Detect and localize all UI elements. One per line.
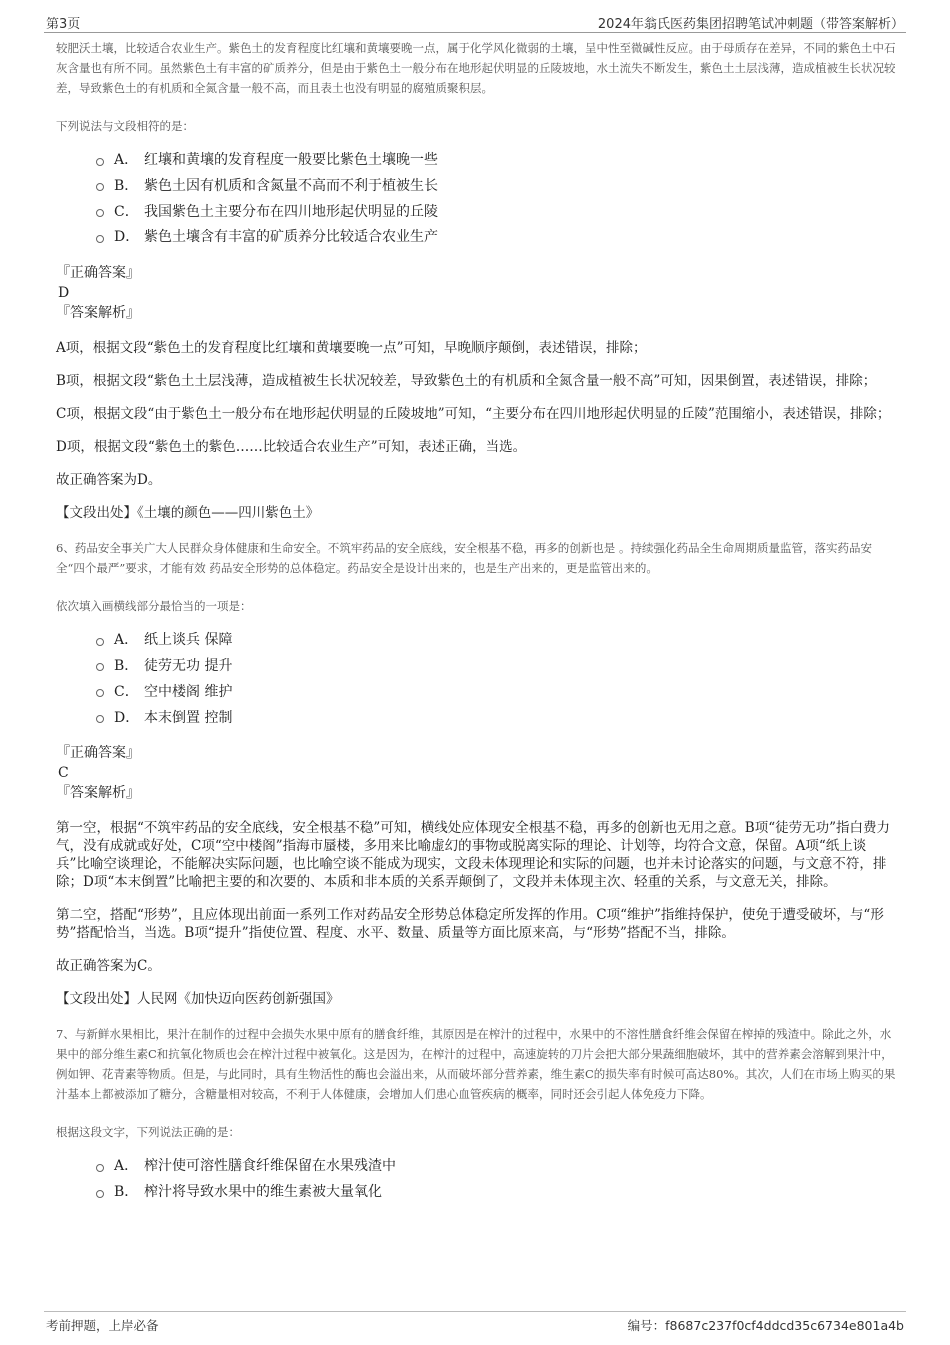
q6-stem: 6、药品安全事关广大人民群众身体健康和生命安全。不筑牢药品的安全底线，安全根基不稳，再多的创新也是 。持续强化药品全生命周期质量监管，落实药品安全“四个最严”要求，才能有效 药品安全形势的总体稳定。药品安全是设计出来的，也是生产出来的，更是监管出来的。 <box>56 541 872 576</box>
radio-button[interactable] <box>96 1190 104 1198</box>
q5-analysis-b: B项，根据文段“紫色土土层浅薄，造成植被生长状况较差，导致紫色土的有机质和全氮含量一般不高”可知，因果倒置，表述错误，排除； <box>56 373 877 390</box>
q5-passage: 较肥沃土壤，比较适合农业生产。紫色土的发育程度比红壤和黄壤要晚一点，属于化学风化微弱的土壤，呈中性至微碱性反应。由于母质存在差异，不同的紫色土中石灰含量也有所不同。虽然紫色土有丰富的矿质养分，但是由于紫色土一般分布在地形起伏明显的丘陵坡地，水土流失不断发生，紫色土土层浅薄，造成植被生长状况较差，导致紫色土的有机质和全氮含量一般不高，而且表土也没有明显的腐殖质聚积层。 <box>56 41 896 95</box>
q6-analysis-second-blank: 第二空，搭配“形势”，且应体现出前面一系列工作对药品安全形势总体稳定所发挥的作用。C项“维护”指维持保护，使免于遭受破坏，与“形势”搭配恰当，当选。B项“提升”指使位置、程度、水平、数量、质量等方面比原来高，与“形势”搭配不当，排除。 <box>56 907 884 942</box>
page-content <box>56 38 898 1206</box>
document-title: 2024年翁氏医药集团招聘笔试冲刺题（带答案解析） <box>597 17 904 32</box>
q6-analysis-label: 『答案解析』 <box>56 785 140 802</box>
radio-button[interactable] <box>96 235 104 243</box>
code-value: f8687c237f0cf4ddcd35c6734e801a4b <box>665 1318 904 1333</box>
radio-button[interactable] <box>96 183 104 191</box>
radio-button[interactable] <box>96 715 104 723</box>
q5-analysis-c: C项，根据文段“由于紫色土一般分布在地形起伏明显的丘陵坡地”可知，“主要分布在四川地形起伏明显的丘陵”范围缩小，表述错误，排除； <box>56 406 891 423</box>
q6-prompt: 依次填入画横线部分最恰当的一项是： <box>56 599 252 614</box>
q7-prompt: 根据这段文字，下列说法正确的是： <box>56 1125 240 1140</box>
radio-button[interactable] <box>96 1164 104 1172</box>
q7-options <box>96 1154 898 1206</box>
q6-analysis-first-blank: 第一空，根据“不筑牢药品的安全底线，安全根基不稳”可知，横线处应体现安全根基不稳，再多的创新也无用之意。B项“徒劳无功”指白费力气，没有成就或好处，C项“空中楼阁”指海市蜃楼，多用来比喻虚幻的事物或脱离实际的理论、计划等，均符合文意，保留。A项“纸上谈兵”比喻空谈理论，不能解决实际问题，也比喻空谈不能成为现实，文段未体现理论和实际的问题，也并未讨论落实的问题，与文意不符，排除；D项“本末倒置”比喻把主要的和次要的、本质和非本质的关系弄颠倒了，文段并未体现主次、轻重的关系，与文意无关，排除。 <box>56 820 891 891</box>
radio-button[interactable] <box>96 158 104 166</box>
q5-answer: D <box>58 285 70 302</box>
q5-option-c[interactable]: C． 我国紫色土主要分布在四川地形起伏明显的丘陵 <box>96 200 898 226</box>
q6-answer: C <box>58 765 69 782</box>
page-footer <box>44 1311 906 1336</box>
q5-analysis-d: D项，根据文段“紫色土的紫色……比较适合农业生产”可知，表述正确，当选。 <box>56 439 527 456</box>
q6-option-b[interactable]: B． 徒劳无功 提升 <box>96 654 898 680</box>
q6-source: 【文段出处】人民网《加快迈向医药创新强国》 <box>56 991 340 1008</box>
q6-options <box>96 628 898 731</box>
q5-option-d[interactable]: D． 紫色土壤含有丰富的矿质养分比较适合农业生产 <box>96 225 898 251</box>
q6-answer-label: 『正确答案』 <box>56 745 140 762</box>
q5-prompt: 下列说法与文段相符的是： <box>56 119 194 133</box>
q5-conclusion: 故正确答案为D。 <box>56 472 162 489</box>
document-code <box>628 1316 904 1334</box>
q7-option-a[interactable]: A． 榨汁使可溶性膳食纤维保留在水果残渣中 <box>96 1154 898 1180</box>
q7-option-b[interactable]: B． 榨汁将导致水果中的维生素被大量氧化 <box>96 1180 898 1206</box>
q5-answer-label: 『正确答案』 <box>56 265 140 282</box>
q5-options <box>96 148 898 251</box>
q5-source: 【文段出处】《土壤的颜色——四川紫色土》 <box>56 505 320 522</box>
radio-button[interactable] <box>96 209 104 217</box>
q7-stem: 7、与新鲜水果相比，果汁在制作的过程中会损失水果中原有的膳食纤维，其原因是在榨汁的过程中，水果中的不溶性膳食纤维会保留在榨掉的残渣中。除此之外，水果中的部分维生素C和抗氧化物质也会在榨汁过程中被氧化。这是因为，在榨汁的过程中，高速旋转的刀片会把大部分果蔬细胞破坏，其中的营养素会溶解到果汁中，例如钾、花青素等物质。但是，与此同时，具有生物活性的酶也会溢出来，从而破坏部分营养素，维生素C的损失率有时候可高达80%。其次，人们在市场上购买的果汁基本上都被添加了糖分，含糖量相对较高，不利于人体健康，会增加人们患心血管疾病的概率，同时还会引起人体免疫力下降。 <box>56 1027 896 1102</box>
q6-option-d[interactable]: D． 本末倒置 控制 <box>96 706 898 732</box>
q5-analysis-a: A项，根据文段“紫色土的发育程度比红壤和黄壤要晚一点”可知，早晚顺序颠倒，表述错误，排除； <box>56 340 647 357</box>
page-header <box>44 10 906 33</box>
page-number: 第3页 <box>46 17 81 32</box>
q5-option-b[interactable]: B． 紫色土因有机质和含氮量不高而不利于植被生长 <box>96 174 898 200</box>
radio-button[interactable] <box>96 663 104 671</box>
q6-conclusion: 故正确答案为C。 <box>56 958 161 975</box>
footer-slogan: 考前押题，上岸必备 <box>46 1318 159 1333</box>
radio-button[interactable] <box>96 638 104 646</box>
q6-option-c[interactable]: C． 空中楼阁 维护 <box>96 680 898 706</box>
q6-option-a[interactable]: A． 纸上谈兵 保障 <box>96 628 898 654</box>
code-label: 编号： <box>627 1318 666 1333</box>
q5-analysis-label: 『答案解析』 <box>56 305 140 322</box>
radio-button[interactable] <box>96 689 104 697</box>
q5-option-a[interactable]: A． 红壤和黄壤的发育程度一般要比紫色土壤晚一些 <box>96 148 898 174</box>
